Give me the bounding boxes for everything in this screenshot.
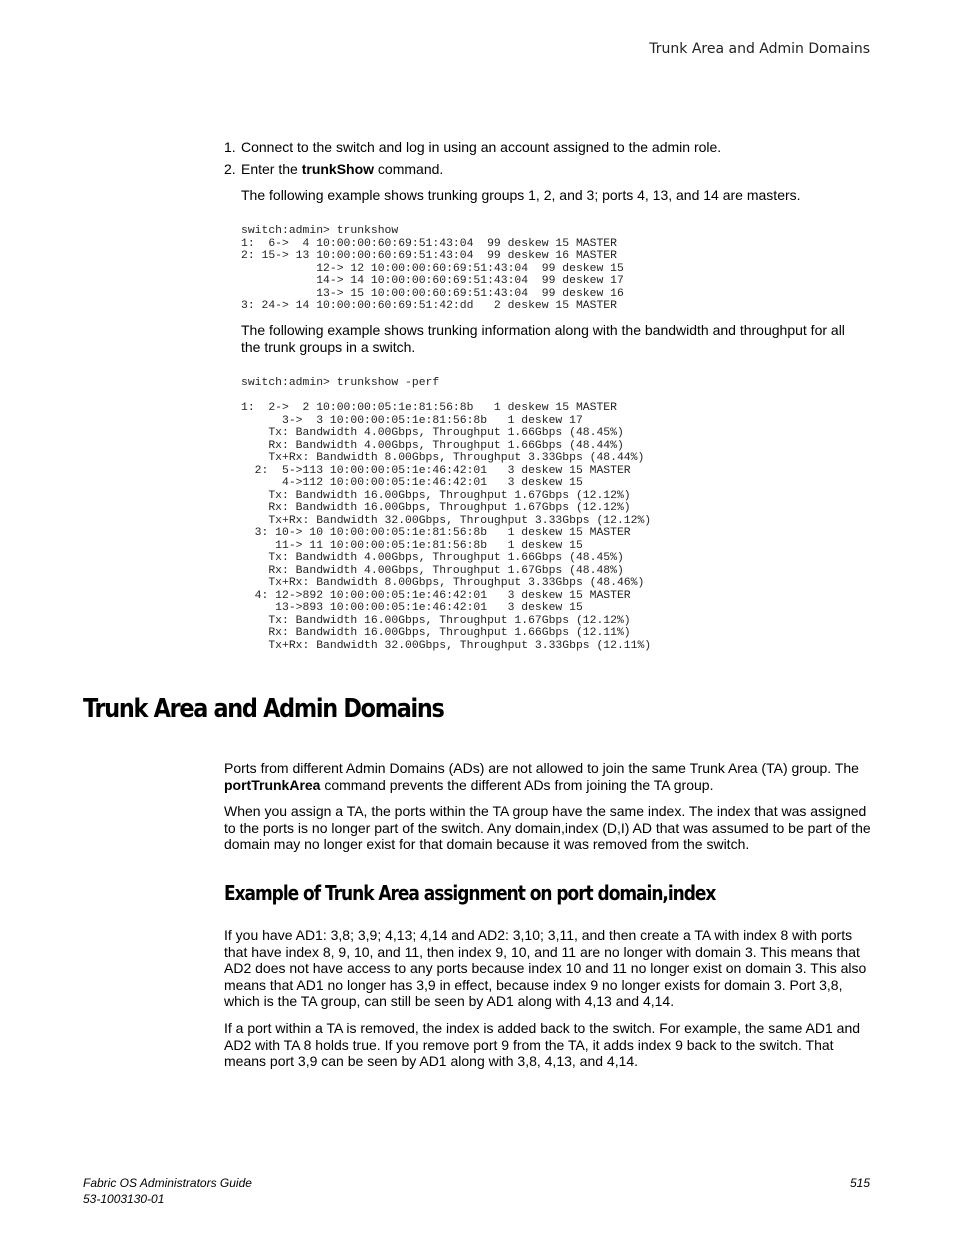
paragraph-text-pre: Ports from different Admin Domains (ADs) are not allowed to join the same Trunk Area (TA) group. The <box>224 760 859 776</box>
command-name: trunkShow <box>301 161 375 177</box>
code-block-trunkshow: switch:admin> trunkshow 1: 6-> 4 10:00:00:60:69:51:43:04 99 deskew 15 MASTER 2: 15-> 13 10:00:00:60:69:51:43:04 99 deskew 16 MASTER 12-> 12 10:00:00:60:69:51:43:04 99 deskew 15 14-> 14 10:00:00:60:69:51:43:04 99 deskew 17 13-> 15 10:00:00:60:69:51:43:04 99 deskew 16 3: 24-> 14 10:00:00:60:69:51:42:dd 2 deskew 15 MASTER <box>241 225 624 312</box>
section-heading: Trunk Area and Admin Domains <box>83 694 444 724</box>
step-text-post: command. <box>374 161 444 177</box>
step-2 <box>224 161 443 178</box>
command-name: portTrunkArea <box>224 776 321 793</box>
step-1 <box>224 139 721 156</box>
section-paragraph-2: When you assign a TA, the ports within the TA group have the same index. The index that was assigned to the ports is no longer part of the switch. Any domain,index (D,I) AD that was assumed to be part of the domain may no longer exist for that domain because it was removed from the switch. <box>224 803 871 853</box>
footer-guide-title: Fabric OS Administrators Guide <box>83 1176 252 1190</box>
section-paragraph-1 <box>224 760 874 793</box>
paragraph-text-post: command prevents the different ADs from joining the TA group. <box>320 776 714 793</box>
step-text: Connect to the switch and log in using an account assigned to the admin role. <box>241 139 722 155</box>
running-header: Trunk Area and Admin Domains <box>649 41 870 57</box>
footer-doc-number: 53-1003130-01 <box>83 1192 165 1206</box>
step-number: 2. <box>224 161 236 177</box>
subsection-heading: Example of Trunk Area assignment on port domain,index <box>224 881 716 905</box>
code-block-trunkshow-perf: switch:admin> trunkshow -perf 1: 2-> 2 10:00:00:05:1e:81:56:8b 1 deskew 15 MASTER 3-> 3 10:00:00:05:1e:81:56:8b 1 deskew 17 Tx: Bandwidth 4.00Gbps, Throughput 1.66Gbps (48.45%) Rx: Bandwidth 4.00Gbps, Throughput 1.66Gbps (48.44%) Tx+Rx: Bandwidth 8.00Gbps, Throughput 3.33Gbps (48.44%) 2: 5->113 10:00:00:05:1e:46:42:01 3 deskew 15 MASTER 4->112 10:00:00:05:1e:46:42:01 3 deskew 15 Tx: Bandwidth 16.00Gbps, Throughput 1.67Gbps (12.12%) Rx: Bandwidth 16.00Gbps, Throughput 1.67Gbps (12.12%) Tx+Rx: Bandwidth 32.00Gbps, Throughput 3.33Gbps (12.12%) 3: 10-> 10 10:00:00:05:1e:81:56:8b 1 deskew 15 MASTER 11-> 11 10:00:00:05:1e:81:56:8b 1 deskew 15 Tx: Bandwidth 4.00Gbps, Throughput 1.66Gbps (48.45%) Rx: Bandwidth 4.00Gbps, Throughput 1.67Gbps (48.48%) Tx+Rx: Bandwidth 8.00Gbps, Throughput 3.33Gbps (48.46%) 4: 12->892 10:00:00:05:1e:46:42:01 3 deskew 15 MASTER 13->893 10:00:00:05:1e:46:42:01 3 deskew 15 Tx: Bandwidth 16.00Gbps, Throughput 1.67Gbps (12.12%) Rx: Bandwidth 16.00Gbps, Throughput 1.66Gbps (12.11%) Tx+Rx: Bandwidth 32.00Gbps, Throughput 3.33Gbps (12.11%) <box>241 377 652 652</box>
example-intro: The following example shows trunking groups 1, 2, and 3; ports 4, 13, and 14 are masters. <box>241 187 801 203</box>
footer-left <box>83 1175 252 1207</box>
example-intro-perf: The following example shows trunking information along with the bandwidth and throughput for all the trunk groups in a switch. <box>241 322 845 355</box>
subsection-paragraph-2: If a port within a TA is removed, the index is added back to the switch. For example, the same AD1 and AD2 with TA 8 holds true. If you remove port 9 from the TA, it adds index 9 back to the switch. That means port 3,9 can be seen by AD1 along with 3,8, 4,13, and 4,14. <box>224 1020 861 1070</box>
page-number: 515 <box>849 1176 870 1190</box>
step-number: 1. <box>224 139 236 155</box>
step-text-pre: Enter the <box>241 161 302 177</box>
subsection-paragraph-1: If you have AD1: 3,8; 3,9; 4,13; 4,14 and AD2: 3,10; 3,11, and then create a TA with index 8 with ports that have index 8, 9, 10, and 11, then index 9, 10, and 11 are no longer with domain 3. This means that AD2 does not have access to any ports because index 10 and 11 no longer exist on domain 3. This also means that AD1 no longer has 3,9 in effect, because index 9 no longer exists for domain 3. Port 3,8, which is the TA group, can still be seen by AD1 along with 4,13 and 4,14. <box>224 927 867 1010</box>
